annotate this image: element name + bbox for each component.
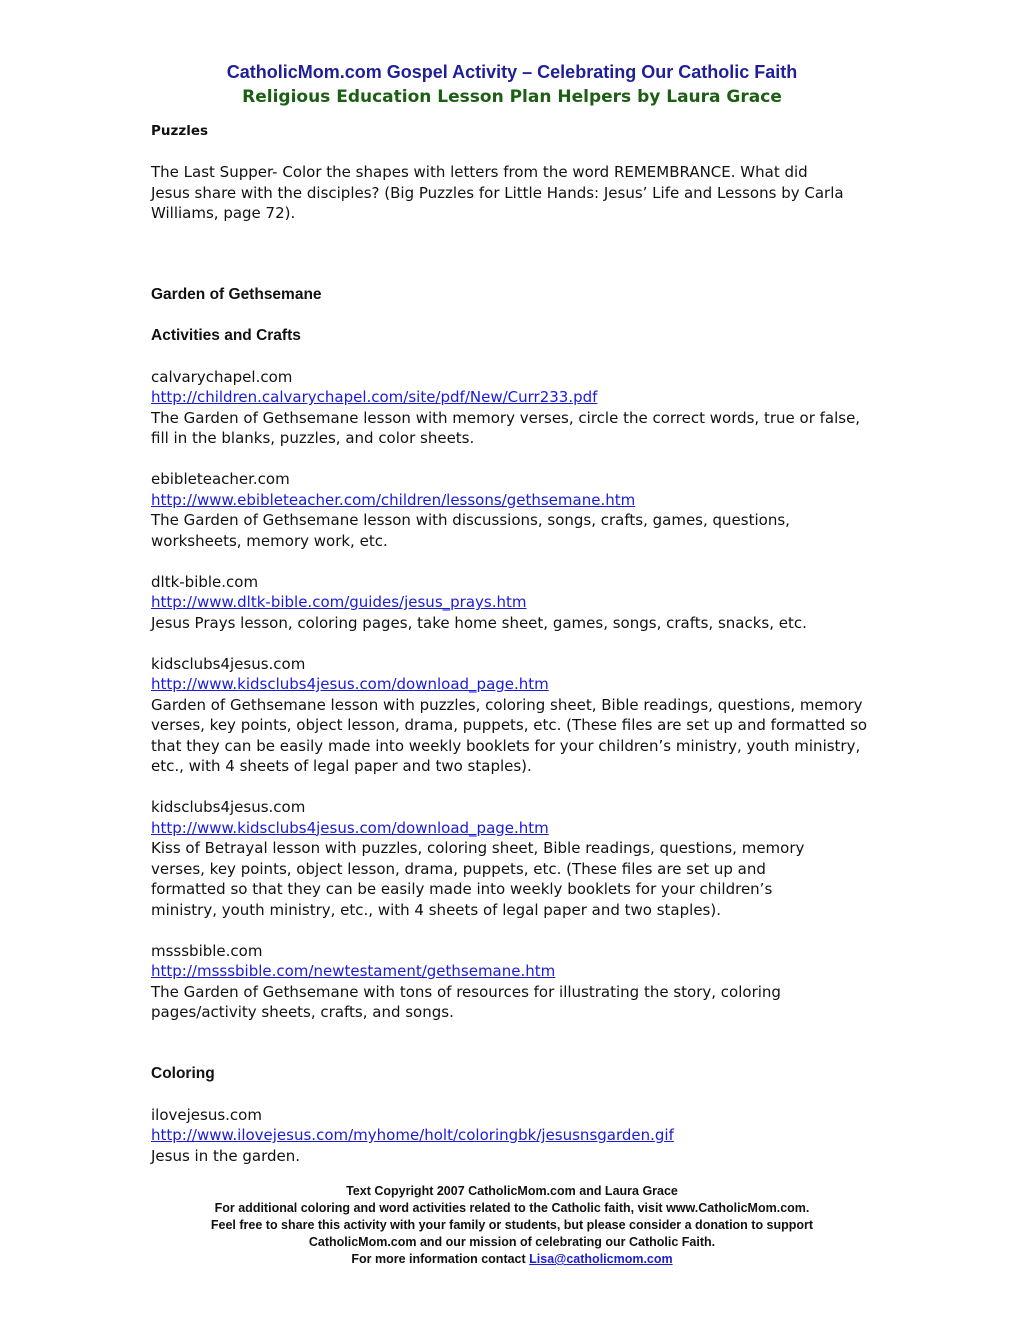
resource-item <box>151 941 881 1023</box>
resource-link[interactable]: http://www.ebibleteacher.com/children/lessons/gethsemane.htm <box>151 490 636 509</box>
resource-item <box>151 797 881 920</box>
footer-line: Feel free to share this activity with your family or students, but please consider a donation to support <box>210 1218 814 1232</box>
puzzles-text: The Last Supper- Color the shapes with letters from the word REMEMBRANCE. What did Jesus share with the disciples? (Big Puzzles for Little Hands: Jesus’ Life and Lessons by Carla Williams, page 72). <box>151 163 844 222</box>
resource-item <box>151 367 881 449</box>
footer-line: CatholicMom.com and our mission of celebrating our Catholic Faith. <box>308 1235 716 1249</box>
copyright-footer <box>0 1183 1024 1268</box>
resource-description: Jesus in the garden. <box>151 1146 301 1165</box>
resource-item <box>151 572 881 634</box>
resource-site: kidsclubs4jesus.com <box>151 654 306 673</box>
resource-site: calvarychapel.com <box>151 367 293 386</box>
resource-site: ebibleteacher.com <box>151 470 290 488</box>
resource-link[interactable]: http://www.kidsclubs4jesus.com/download_page.htm <box>151 818 549 837</box>
resource-link[interactable]: http://msssbible.com/newtestament/gethsemane.htm <box>151 962 556 980</box>
footer-line: Text Copyright 2007 CatholicMom.com and Laura Grace <box>346 1184 678 1198</box>
activities-heading: Activities and Crafts <box>151 326 301 344</box>
resource-description: The Garden of Gethsemane with tons of resources for illustrating the story, coloring pages/activity sheets, crafts, and songs. <box>151 982 781 1021</box>
resource-item <box>151 1105 881 1167</box>
resource-site: kidsclubs4jesus.com <box>151 798 306 816</box>
coloring-heading: Coloring <box>151 1064 215 1082</box>
footer-contact-line <box>0 1251 1024 1268</box>
garden-heading: Garden of Gethsemane <box>151 285 322 303</box>
contact-email-link[interactable]: Lisa@catholicmom.com <box>529 1252 673 1266</box>
resource-description: The Garden of Gethsemane lesson with memory verses, circle the correct words, true or false, fill in the blanks, puzzles, and color sheets. <box>151 408 861 447</box>
puzzles-heading: Puzzles <box>151 123 209 139</box>
resource-link[interactable]: http://www.ilovejesus.com/myhome/holt/coloringbk/jesusnsgarden.gif <box>151 1126 674 1144</box>
document-body <box>151 121 881 1166</box>
page-title: CatholicMom.com Gospel Activity – Celebrating Our Catholic Faith <box>226 62 798 82</box>
resource-site: msssbible.com <box>151 941 263 960</box>
resource-link[interactable]: http://children.calvarychapel.com/site/pdf/New/Curr233.pdf <box>151 388 598 406</box>
resource-item <box>151 654 881 777</box>
footer-line: For additional coloring and word activities related to the Catholic faith, visit www.CatholicMom.com. <box>214 1201 810 1215</box>
resource-link[interactable]: http://www.kidsclubs4jesus.com/download_page.htm <box>151 675 549 693</box>
resource-site: ilovejesus.com <box>151 1105 262 1124</box>
resource-description: Kiss of Betrayal lesson with puzzles, coloring sheet, Bible readings, questions, memory verses, key points, object lesson, drama, puppets, etc. (These files are set up and formatted so that they can be easily made into weekly booklets for your children’s ministry, youth ministry, etc., with 4 sheets of legal paper and two staples). <box>151 839 805 919</box>
page-subtitle: Religious Education Lesson Plan Helpers by Laura Grace <box>242 87 782 107</box>
resource-site: dltk-bible.com <box>151 572 259 591</box>
resource-description: Jesus Prays lesson, coloring pages, take home sheet, games, songs, crafts, snacks, etc. <box>151 613 807 632</box>
resource-description: Garden of Gethsemane lesson with puzzles, coloring sheet, Bible readings, questions, memory verses, key points, object lesson, drama, puppets, etc. (These files are set up and formatted so that they can be easily made into weekly booklets for your children’s ministry, youth ministry, etc., with 4 sheets of legal paper and two staples). <box>151 695 868 775</box>
resource-description: The Garden of Gethsemane lesson with discussions, songs, crafts, games, questions, worksheets, memory work, etc. <box>151 511 790 550</box>
resource-item <box>151 469 881 551</box>
resource-link[interactable]: http://www.dltk-bible.com/guides/jesus_prays.htm <box>151 593 527 611</box>
footer-contact-label: For more information contact <box>351 1252 530 1266</box>
